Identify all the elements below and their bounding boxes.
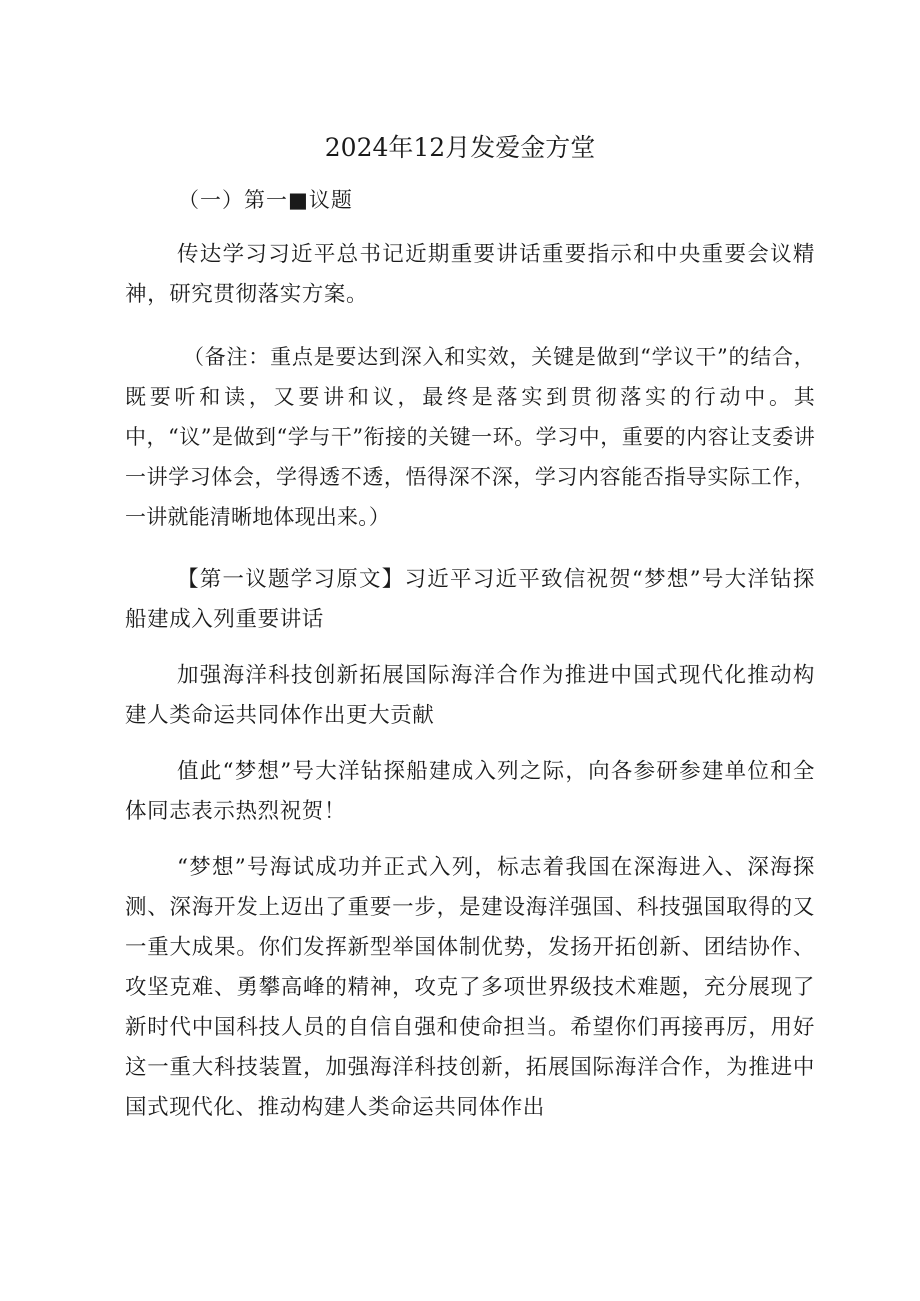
paragraph-source-heading: 【第一议题学习原文】习近平习近平致信祝贺“梦想”号大洋钻探船建成入列重要讲话 xyxy=(125,567,815,632)
paragraph-note: （备注：重点是要达到深入和实效，关键是做到“学议干”的结合，既要听和读，又要讲和议，最终是落实到贯彻落实的行动中。其中，“议”是做到“学与干”衔接的关键一环。学习中，重要的内容让支委讲一讲学习体会，学得透不透，悟得深不深，学习内容能否指导实际工作，一讲就能清晰地体现出来。） xyxy=(125,345,815,529)
paragraph-subtitle: 加强海洋科技创新拓展国际海洋合作为推进中国式现代化推动构建人类命运共同体作出更大贡献 xyxy=(125,663,815,728)
section-heading: （一）第一■议题 xyxy=(178,188,353,212)
paragraph-body: “梦想”号海试成功并正式入列，标志着我国在深海进入、深海探测、深海开发上迈出了重要一步，是建设海洋强国、科技强国取得的又一重大成果。你们发挥新型举国体制优势，发扬开拓创新、团结协作、攻坚克难、勇攀高峰的精神，攻克了多项世界级技术难题，充分展现了新时代中国科技人员的自信自强和使命担当。希望你们再接再厉，用好这一重大科技装置，加强海洋科技创新，拓展国际海洋合作，为推进中国式现代化、推动构建人类命运共同体作出 xyxy=(125,855,815,1120)
paragraph-congratulation: 值此“梦想”号大洋钻探船建成入列之际，向各参研参建单位和全体同志表示热烈祝贺！ xyxy=(125,759,815,824)
paragraph-intro: 传达学习习近平总书记近期重要讲话重要指示和中央重要会议精神，研究贯彻落实方案。 xyxy=(125,242,815,307)
document-title: 2024年12月发爱金方堂 xyxy=(324,133,596,162)
